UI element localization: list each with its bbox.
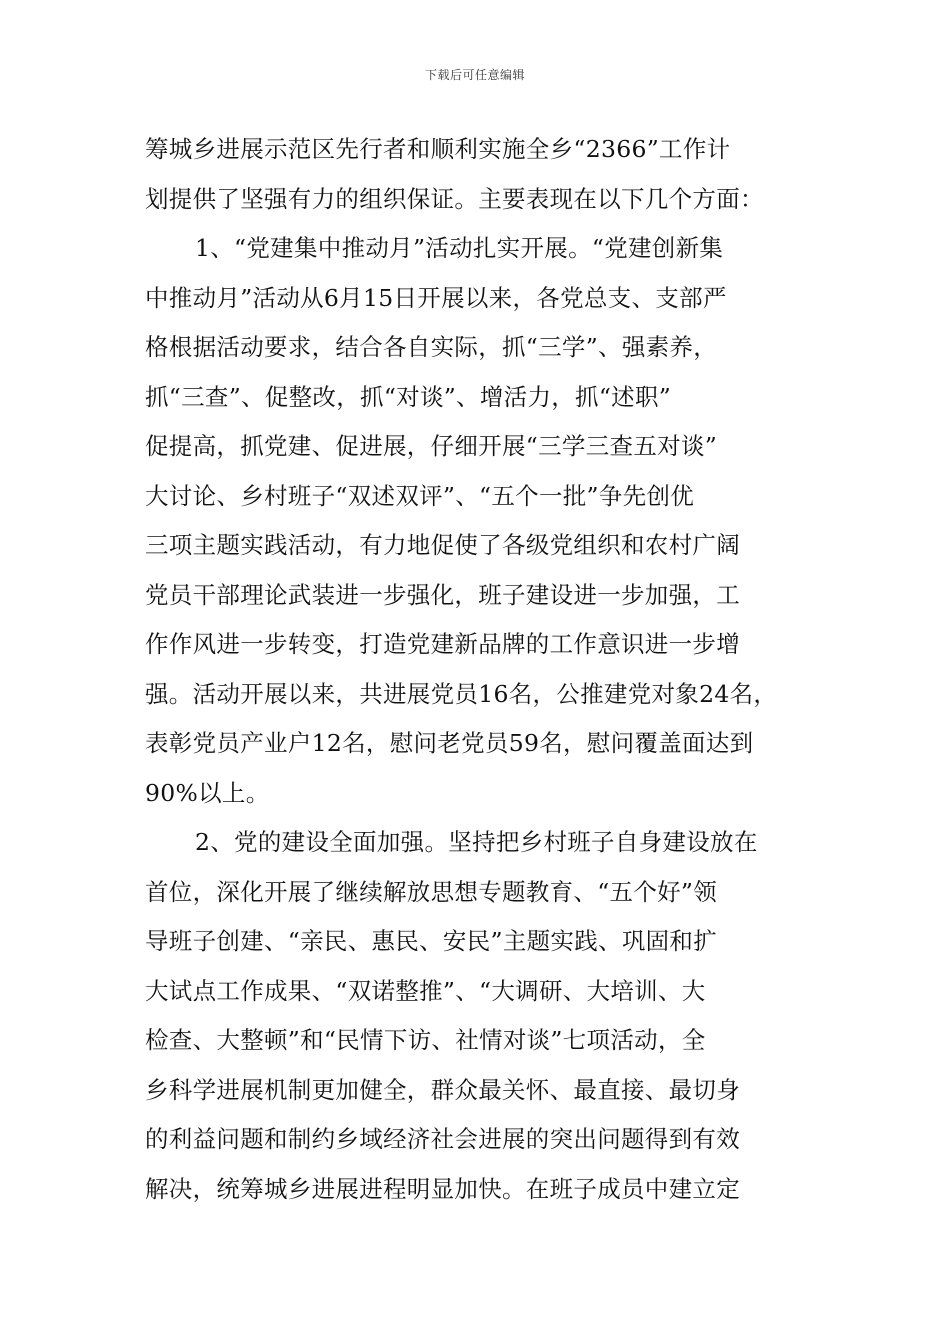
body-line: 大试点工作成果、“双诺整推”、“大调研、大培训、大 — [145, 976, 706, 1005]
body-line: 解决，统筹城乡进展进程明显加快。在班子成员中建立定 — [145, 1174, 740, 1203]
body-line: 首位，深化开展了继续解放思想专题教育、“五个好”领 — [145, 877, 718, 906]
document-body — [145, 125, 810, 1214]
body-line: 表彰党员产业户12名，慰问老党员59名，慰问覆盖面达到 — [145, 729, 754, 757]
paragraph-2-start: 2、党的建设全面加强。坚持把乡村班子自身建设放在 — [195, 828, 758, 856]
body-line: 检查、大整顿”和“民情下访、社情对谈”七项活动，全 — [145, 1026, 706, 1054]
body-line: 大讨论、乡村班子“双述双评”、“五个一批”争先创优 — [145, 481, 695, 510]
body-line: 筹城乡进展示范区先行者和顺利实施全乡“2366”工作计 — [145, 135, 731, 163]
body-line: 抓“三查”、促整改，抓“对谈”、增活力，抓“述职” — [145, 382, 672, 411]
body-line: 划提供了坚强有力的组织保证。主要表现在以下几个方面： — [145, 184, 764, 213]
body-line: 促提高，抓党建、促进展，仔细开展“三学三查五对谈” — [145, 432, 718, 460]
body-line: 三项主题实践活动，有力地促使了各级党组织和农村广阔 — [145, 531, 740, 559]
body-line: 乡科学进展机制更加健全，群众最关怀、最直接、最切身 — [145, 1075, 740, 1104]
body-line: 90%以上。 — [145, 778, 270, 807]
header-note: 下载后可任意编辑 — [424, 68, 525, 82]
body-line: 强。活动开展以来，共进展党员16名，公推建党对象24名， — [145, 679, 778, 708]
body-line: 中推动月”活动从6月15日开展以来，各党总支、支部严 — [145, 283, 727, 312]
paragraph-1-start: 1、“党建集中推动月”活动扎实开展。“党建创新集 — [195, 234, 724, 262]
body-line: 党员干部理论武装进一步强化，班子建设进一步加强，工 — [145, 580, 740, 609]
body-line: 导班子创建、“亲民、惠民、安民”主题实践、巩固和扩 — [145, 927, 718, 955]
body-line: 格根据活动要求，结合各自实际，抓“三学”、强素养， — [145, 333, 718, 361]
body-line: 的利益问题和制约乡域经济社会进展的突出问题得到有效 — [145, 1125, 740, 1153]
body-line: 作作风进一步转变，打造党建新品牌的工作意识进一步增 — [145, 630, 740, 658]
